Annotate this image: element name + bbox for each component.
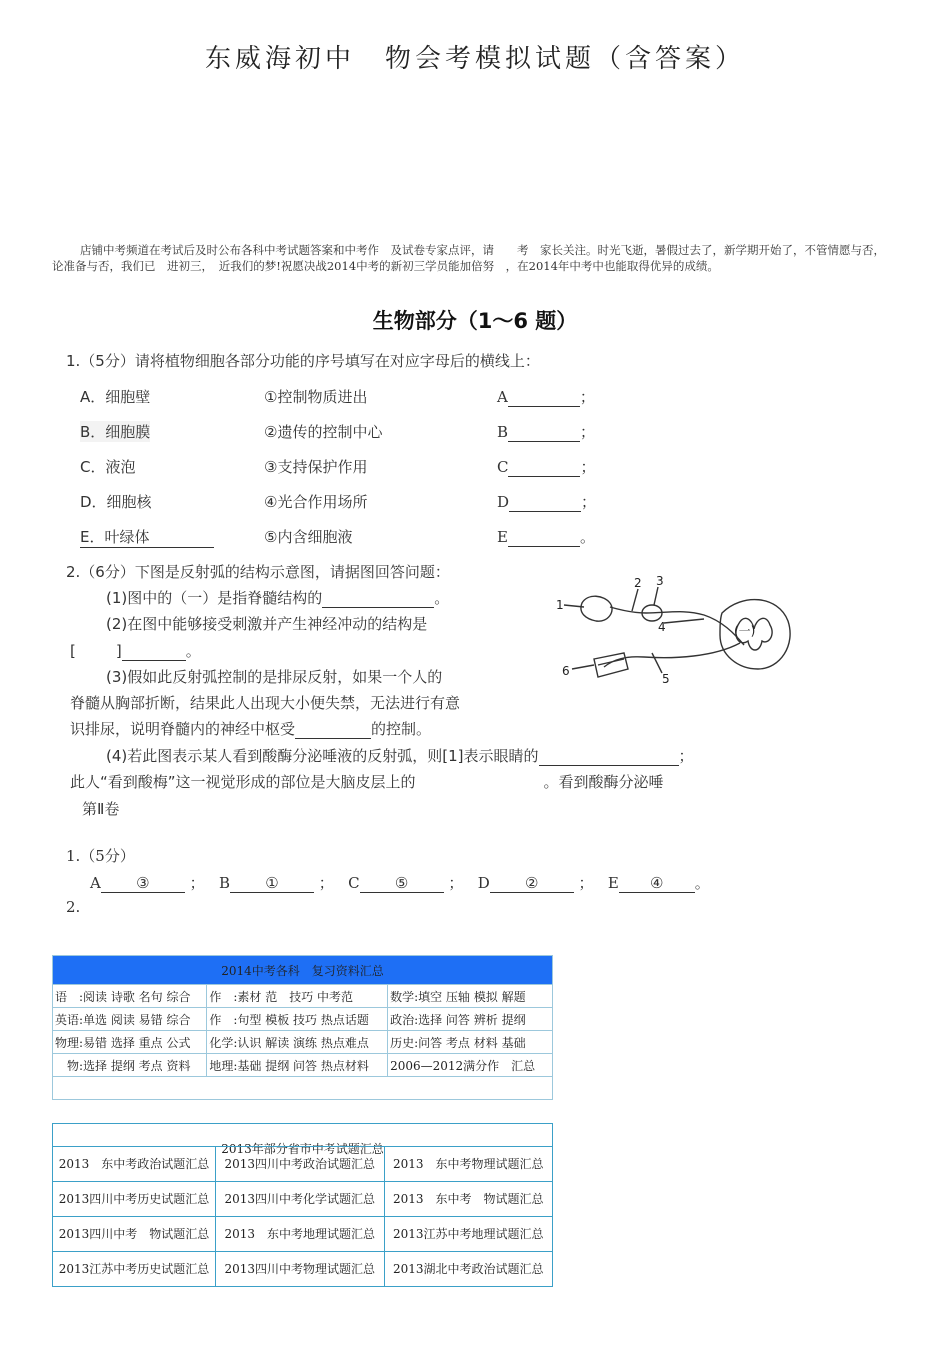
link-cell[interactable]: 作 :素材 范 技巧 中考范 xyxy=(207,985,388,1008)
link-cell[interactable]: 英语:单选 阅读 易错 综合 xyxy=(53,1008,207,1031)
q1-blank-b: B ； xyxy=(497,423,596,441)
answer-a: ③ xyxy=(101,874,185,893)
answer-d: ② xyxy=(490,874,574,893)
link-cell[interactable]: 数学:填空 压轴 模拟 解题 xyxy=(388,985,553,1008)
link-cell[interactable]: 物:选择 提纲 考点 资料 xyxy=(53,1054,207,1077)
link-cell[interactable]: 语 :阅读 诗歌 名句 综合 xyxy=(53,985,207,1008)
reflex-arc-diagram xyxy=(554,573,794,685)
q1-blank-e: E 。 xyxy=(497,528,595,546)
link-cell[interactable]: 2013江苏中考历史试题汇总 xyxy=(53,1252,216,1287)
q1-func-5: ⑤内含细胞液 xyxy=(264,528,353,546)
q2-part3c: 识排尿，说明脊髓内的神经中枢受 的控制。 xyxy=(70,720,432,738)
diagram-label-4: 4 xyxy=(658,620,666,634)
answers-q1-label: 1.（5分） xyxy=(66,847,135,865)
link-cell[interactable]: 2013四川中考 物试题汇总 xyxy=(53,1217,216,1252)
sensory-nerve xyxy=(610,607,744,645)
q1-func-4: ④光合作用场所 xyxy=(264,493,368,511)
link-cell[interactable]: 作 :句型 模板 技巧 热点话题 xyxy=(207,1008,388,1031)
q1-func-1: ①控制物质进出 xyxy=(264,388,368,406)
intro-paragraph: 店铺中考频道在考试后及时公布各科中考试题答案和中考作 及试卷专家点评，请 考 家长关注。时光飞逝，暑假过去了，新学期开始了，不管情愿与否， 论准备与否，我们已 进初三， 近我们的梦!祝愿决战2014中考的新初三学员能加倍努 ，在2014年中考中也能取得优异的成绩。 xyxy=(52,243,891,273)
link-cell[interactable]: 2006—2012满分作 汇总 xyxy=(388,1054,553,1077)
link-cell[interactable]: 2013四川中考历史试题汇总 xyxy=(53,1182,216,1217)
links-table-2014 xyxy=(52,955,553,1100)
link-cell[interactable]: 地理:基础 提纲 问答 热点材料 xyxy=(207,1054,388,1077)
q2-part3b: 脊髓从胸部折断，结果此人出现大小便失禁，无法进行有意 xyxy=(70,694,461,712)
links-table-2014-header: 2014中考各科 复习资料汇总 xyxy=(53,956,553,985)
q2-part1: (1)图中的（一）是指脊髓结构的 。 xyxy=(106,589,450,607)
diagram-label-3: 3 xyxy=(656,574,664,588)
link-cell[interactable]: 2013四川中考政治试题汇总 xyxy=(216,1147,385,1182)
q1-func-3: ③支持保护作用 xyxy=(264,458,368,476)
link-cell[interactable]: 2013 东中考地理试题汇总 xyxy=(216,1217,385,1252)
section-heading: 生物部分（1～6 题） xyxy=(372,309,578,333)
link-cell[interactable]: 物理:易错 选择 重点 公式 xyxy=(53,1031,207,1054)
links-table-2014-empty-row xyxy=(53,1077,553,1100)
link-cell[interactable]: 2013 东中考物理试题汇总 xyxy=(384,1147,553,1182)
q2-part2-blank: [ ] 。 xyxy=(70,642,201,660)
link-cell[interactable]: 2013四川中考物理试题汇总 xyxy=(216,1252,385,1287)
link-cell[interactable]: 2013四川中考化学试题汇总 xyxy=(216,1182,385,1217)
links-table-2013 xyxy=(52,1123,553,1287)
receptor-shape xyxy=(581,596,612,621)
link-cell[interactable]: 历史:问答 考点 材料 基础 xyxy=(388,1031,553,1054)
q1-part-b: B．细胞膜 xyxy=(80,423,151,441)
diagram-label-5: 5 xyxy=(662,672,670,685)
diagram-label-yi: (一) xyxy=(734,624,756,638)
document-title: 东威海初中 物会考模拟试题（含答案） xyxy=(204,44,745,74)
q1-blank-d: D ； xyxy=(497,493,597,511)
links-table-2013-header: 2013年部分省市中考试题汇总 xyxy=(221,1142,384,1156)
q2-part4b: 此人“看到酸梅”这一视觉形成的部位是大脑皮层上的 。看到酸酶分泌唾 xyxy=(70,773,664,791)
q2-stem: 2.（6分）下图是反射弧的结构示意图，请据图回答问题： xyxy=(66,563,450,581)
q2-part4a: (4)若此图表示某人看到酸酶分泌唾液的反射弧，则[1]表示眼睛的 ； xyxy=(106,747,694,765)
volume2-heading: 第Ⅱ卷 xyxy=(82,800,120,818)
answers-q1-row: A ③ ； B ① ； C ⑤ ； D ② ； E ④ 。 xyxy=(90,874,710,892)
diagram-label-1: 1 xyxy=(556,598,564,612)
q1-part-c: C．液泡 xyxy=(80,458,136,476)
answer-e: ④ xyxy=(619,874,695,893)
q1-part-d: D．细胞核 xyxy=(80,493,152,511)
q1-func-2: ②遗传的控制中心 xyxy=(264,423,383,441)
link-cell[interactable]: 2013 东中考 物试题汇总 xyxy=(384,1182,553,1217)
diagram-label-2: 2 xyxy=(634,576,642,590)
diagram-label-6: 6 xyxy=(562,664,570,678)
answer-b: ① xyxy=(230,874,314,893)
answer-c: ⑤ xyxy=(360,874,444,893)
link-cell[interactable]: 2013 东中考政治试题汇总 xyxy=(53,1147,216,1182)
links-table-2013-header-cell xyxy=(53,1124,553,1147)
q2-part3a: (3)假如此反射弧控制的是排尿反射，如果一个人的 xyxy=(106,668,443,686)
q1-stem: 1.（5分）请将植物细胞各部分功能的序号填写在对应字母后的横线上： xyxy=(66,352,540,370)
q1-blank-a: A ； xyxy=(497,388,595,406)
link-cell[interactable]: 政治:选择 问答 辨析 提纲 xyxy=(388,1008,553,1031)
q1-blank-c: C ； xyxy=(497,458,596,476)
link-cell[interactable]: 2013湖北中考政治试题汇总 xyxy=(384,1252,553,1287)
q2-part2: (2)在图中能够接受刺激并产生神经冲动的结构是 xyxy=(106,615,428,633)
link-cell[interactable]: 化学:认识 解读 演练 热点难点 xyxy=(207,1031,388,1054)
link-cell[interactable]: 2013江苏中考地理试题汇总 xyxy=(384,1217,553,1252)
answers-q2-label: 2. xyxy=(66,898,81,916)
q1-part-e: E．叶绿体 xyxy=(80,526,214,548)
q1-part-a: A．细胞壁 xyxy=(80,388,151,406)
